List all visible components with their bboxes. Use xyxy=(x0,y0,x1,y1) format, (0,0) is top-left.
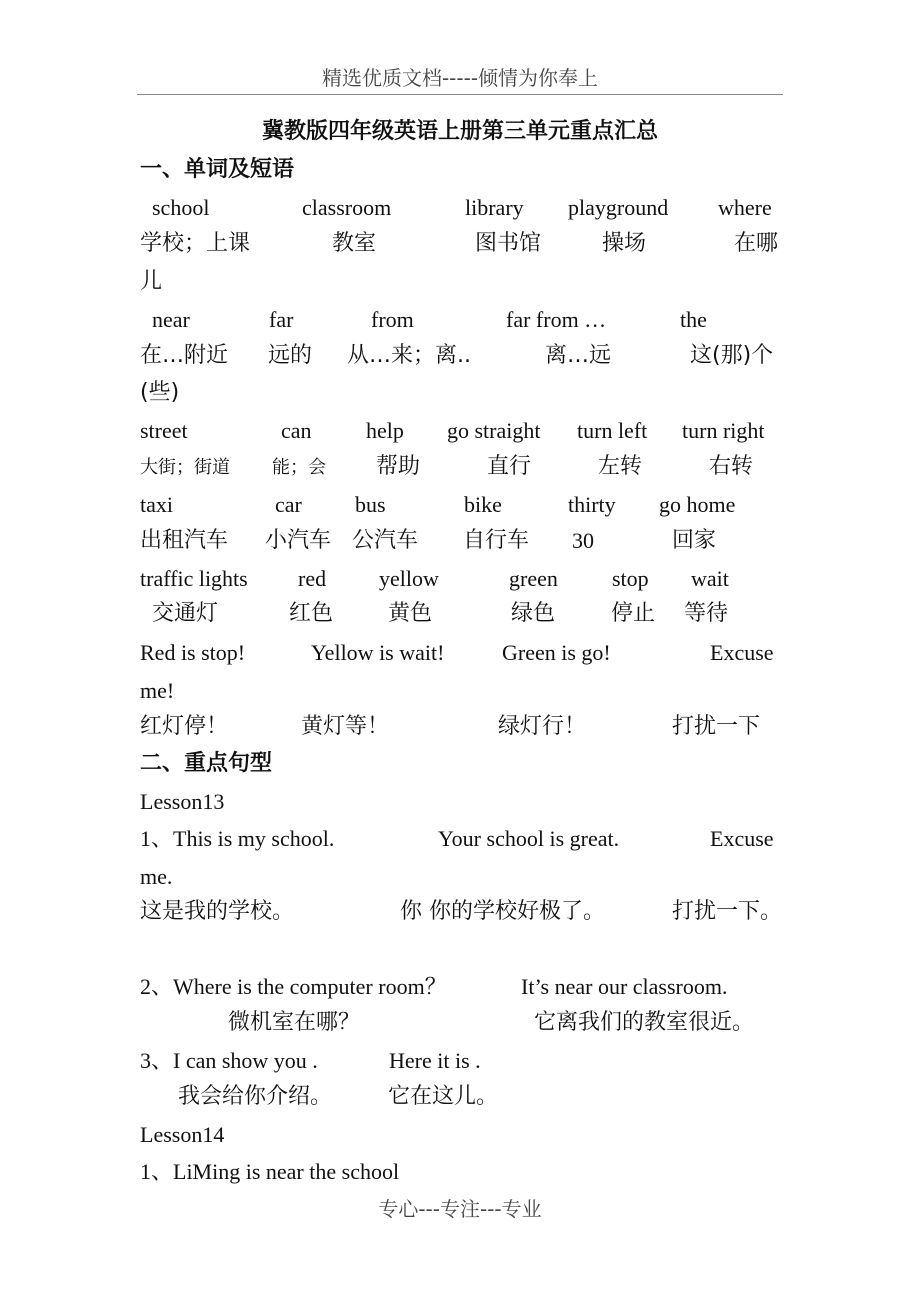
lesson-heading: Lesson14 xyxy=(140,1122,225,1147)
page-footer: 专心---专注---专业 xyxy=(378,1197,542,1221)
vocab-word: go straight xyxy=(447,418,541,443)
vocab-meaning: 右转 xyxy=(709,454,754,479)
phrase-meaning: 黄灯等！ xyxy=(301,714,390,739)
phrase-meaning: 红灯停！ xyxy=(140,714,229,739)
sentence-translation: 它在这儿。 xyxy=(388,1084,499,1109)
vocab-meaning: 自行车 xyxy=(463,528,530,553)
vocab-row-1-en xyxy=(0,197,920,223)
vocab-wrap-text: 儿 xyxy=(140,269,163,294)
vocab-meaning: 红色 xyxy=(289,601,334,626)
vocab-row-6-zh xyxy=(0,716,920,742)
sentence-text: 1、This is my school. xyxy=(140,826,335,851)
vocab-word: where xyxy=(718,195,772,220)
vocab-meaning: 在…附近 xyxy=(140,343,229,368)
sentence-text: 3、I can show you . xyxy=(140,1048,318,1073)
sentence-text: Your school is great. xyxy=(438,826,620,851)
sentence-row-zh xyxy=(0,1086,920,1112)
phrase: Green is go! xyxy=(502,640,611,665)
sentence-translation: 这是我的学校。 xyxy=(140,899,295,924)
section-heading-sentences: 二、重点句型 xyxy=(140,751,273,776)
vocab-meaning: 在哪 xyxy=(734,231,779,256)
phrase-meaning: 打扰一下 xyxy=(672,714,761,739)
vocab-word: near xyxy=(152,307,190,332)
lesson-heading: Lesson13 xyxy=(140,789,225,814)
vocab-word: far xyxy=(269,307,294,332)
vocab-row-6-en xyxy=(0,642,920,668)
vocab-word: school xyxy=(152,195,210,220)
vocab-word: red xyxy=(298,566,327,591)
vocab-meaning: 交通灯 xyxy=(152,601,219,626)
sentence-text: Here it is . xyxy=(389,1048,481,1073)
sentence-text: Excuse xyxy=(710,826,774,851)
vocab-word: turn left xyxy=(577,418,648,443)
vocab-word: wait xyxy=(691,566,729,591)
sentence-row-zh xyxy=(0,901,920,927)
vocab-meaning: 离…远 xyxy=(545,343,612,368)
vocab-word: far from … xyxy=(506,307,607,332)
vocab-word: stop xyxy=(612,566,649,591)
vocab-meaning: 能；会 xyxy=(272,457,326,478)
vocab-meaning: 教室 xyxy=(332,231,377,256)
vocab-word: go home xyxy=(659,492,736,517)
vocab-meaning: 停止 xyxy=(611,601,656,626)
sentence-translation: 打扰一下。 xyxy=(672,899,783,924)
vocab-row-5-zh xyxy=(0,603,920,629)
vocab-meaning: 直行 xyxy=(487,454,532,479)
sentence-text: It’s near our classroom. xyxy=(521,974,728,999)
vocab-word: car xyxy=(275,492,302,517)
vocab-row-4-zh xyxy=(0,530,920,556)
vocab-word: yellow xyxy=(379,566,439,591)
vocab-row-5-en xyxy=(0,568,920,594)
vocab-meaning: 图书馆 xyxy=(475,231,542,256)
vocab-meaning: 30 xyxy=(572,528,594,553)
phrase-meaning: 绿灯行！ xyxy=(498,714,587,739)
sentence-translation: 微机室在哪？ xyxy=(228,1010,361,1035)
phrase-wrap-text: me! xyxy=(140,678,175,703)
vocab-word: the xyxy=(680,307,707,332)
vocab-meaning: 远的 xyxy=(268,343,313,368)
vocab-meaning: 左转 xyxy=(598,454,643,479)
sentence-translation: 我会给你介绍。 xyxy=(178,1084,333,1109)
vocab-row-2-en xyxy=(0,309,920,335)
vocab-word: green xyxy=(509,566,558,591)
vocab-meaning: 回家 xyxy=(672,528,717,553)
vocab-meaning: 公汽车 xyxy=(352,528,419,553)
phrase: Excuse xyxy=(710,640,774,665)
vocab-wrap-text: (些) xyxy=(140,380,180,405)
sentence-row-zh xyxy=(0,1012,920,1038)
sentence-row-en xyxy=(0,976,920,1002)
vocab-word: taxi xyxy=(140,492,173,517)
vocab-meaning: 小汽车 xyxy=(265,528,332,553)
vocab-meaning: 绿色 xyxy=(511,601,556,626)
vocab-meaning: 出租汽车 xyxy=(140,528,229,553)
vocab-word: help xyxy=(366,418,404,443)
vocab-row-2-zh xyxy=(0,345,920,371)
vocab-word: turn right xyxy=(682,418,765,443)
vocab-row-3-en xyxy=(0,420,920,446)
vocab-word: street xyxy=(140,418,188,443)
sentence-text: 1、LiMing is near the school xyxy=(140,1159,400,1184)
section-heading-vocab: 一、单词及短语 xyxy=(140,157,295,182)
vocab-row-4-en xyxy=(0,494,920,520)
vocab-word: thirty xyxy=(568,492,616,517)
vocab-word: library xyxy=(465,195,524,220)
vocab-word: bus xyxy=(355,492,386,517)
vocab-word: playground xyxy=(568,195,669,220)
vocab-word: can xyxy=(281,418,312,443)
phrase: Yellow is wait! xyxy=(311,640,445,665)
sentence-translation: 你 你的学校好极了。 xyxy=(400,899,605,924)
vocab-meaning: 帮助 xyxy=(376,454,421,479)
vocab-meaning: 黄色 xyxy=(388,601,433,626)
vocab-meaning: 从…来；离.. xyxy=(347,343,471,368)
sentence-row-en xyxy=(0,828,920,854)
vocab-meaning: 等待 xyxy=(684,601,729,626)
vocab-word: classroom xyxy=(302,195,392,220)
sentence-text: 2、Where is the computer room？ xyxy=(140,974,447,999)
vocab-word: bike xyxy=(464,492,502,517)
sentence-row-en xyxy=(0,1050,920,1076)
vocab-meaning: 学校；上课 xyxy=(140,231,251,256)
vocab-meaning: 这(那)个 xyxy=(690,343,774,368)
page-header: 精选优质文档-----倾情为你奉上 xyxy=(321,66,599,90)
header-divider xyxy=(137,94,783,95)
vocab-meaning: 操场 xyxy=(602,231,647,256)
vocab-word: from xyxy=(371,307,414,332)
vocab-word: traffic lights xyxy=(140,566,248,591)
sentence-translation: 它离我们的教室很近。 xyxy=(534,1010,755,1035)
sentence-wrap-text: me. xyxy=(140,864,173,889)
vocab-row-1-zh xyxy=(0,233,920,259)
phrase: Red is stop! xyxy=(140,640,246,665)
document-title: 冀教版四年级英语上册第三单元重点汇总 xyxy=(261,119,658,144)
vocab-row-3-zh xyxy=(0,456,920,482)
vocab-meaning: 大街；街道 xyxy=(140,457,230,478)
